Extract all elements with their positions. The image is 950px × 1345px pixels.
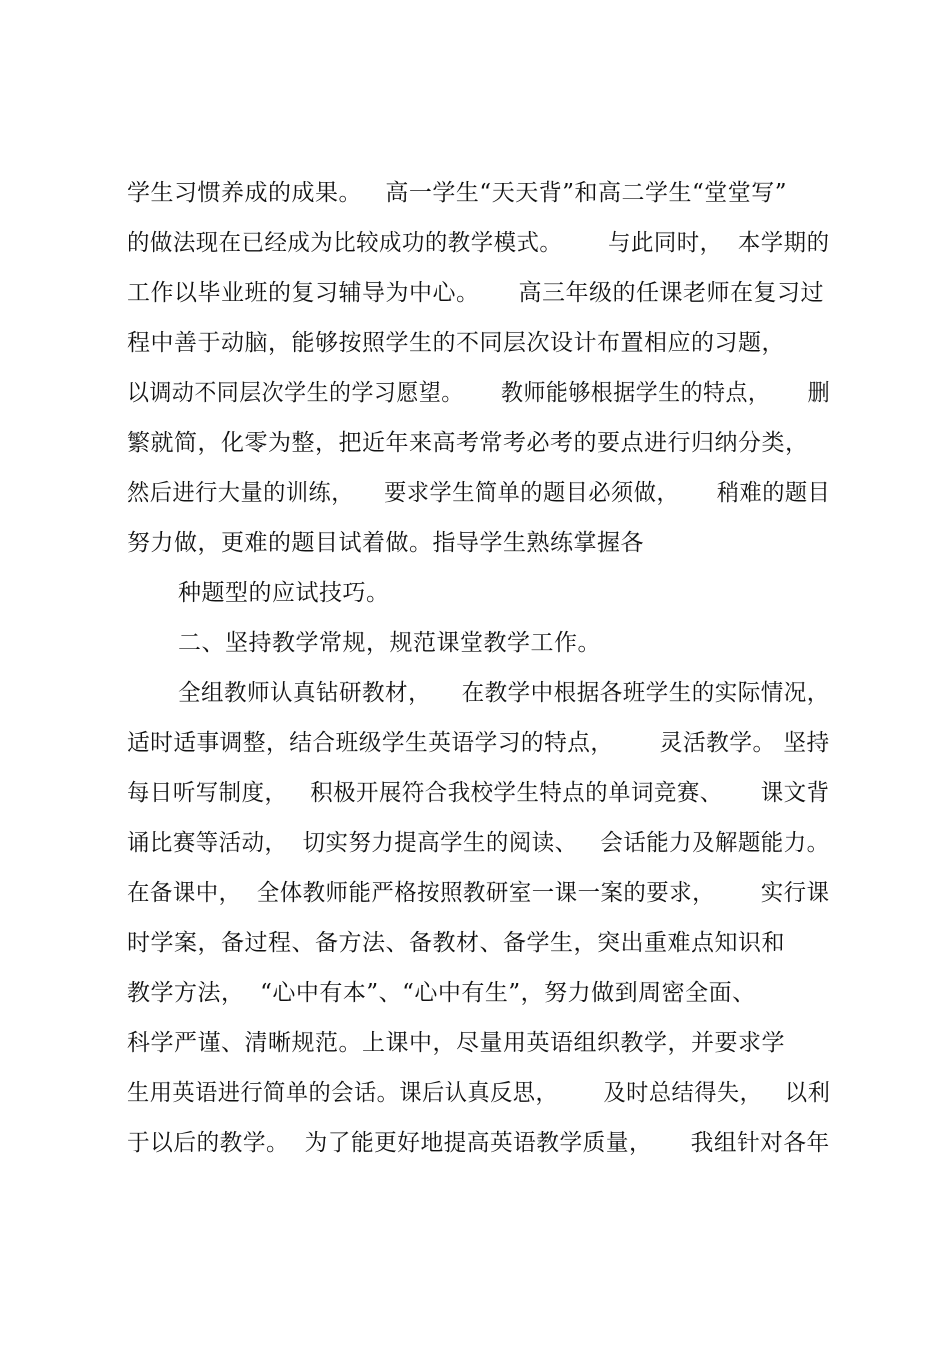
text-line-18: 科学严谨、清晰规范。上课中，尽量用英语组织教学，并要求学 xyxy=(127,1030,785,1056)
text-line-3: 工作以毕业班的复习辅导为中心。 高三年级的任课老师在复习过 xyxy=(127,280,825,306)
text-line-14: 诵比赛等活动， 切实努力提高学生的阅读、 会话能力及解题能力。 xyxy=(127,830,830,856)
text-line-20: 于以后的教学。 为了能更好地提高英语教学质量， 我组针对各年 xyxy=(127,1130,830,1156)
text-line-4: 程中善于动脑，能够按照学生的不同层次设计布置相应的习题， xyxy=(127,330,785,356)
text-line-12: 适时适事调整，结合班级学生英语学习的特点， 灵活教学。 坚持 xyxy=(127,730,830,756)
text-line-9: 种题型的应试技巧。 xyxy=(178,580,390,606)
text-line-17: 教学方法， “心中有本”、“心中有生”，努力做到周密全面、 xyxy=(127,980,756,1006)
text-line-15: 在备课中， 全体教师能严格按照教研室一课一案的要求， 实行课 xyxy=(127,880,830,906)
text-line-16: 时学案，备过程、备方法、备教材、备学生，突出重难点知识和 xyxy=(127,930,785,956)
text-line-1: 学生习惯养成的成果。 高一学生“天天背”和高二学生“堂堂写” xyxy=(127,180,787,206)
text-line-2: 的做法现在已经成为比较成功的教学模式。 与此同时， 本学期的 xyxy=(127,230,830,256)
text-line-13: 每日听写制度， 积极开展符合我校学生特点的单词竞赛、 课文背 xyxy=(127,780,830,806)
section-heading: 二、坚持教学常规，规范课堂教学工作。 xyxy=(178,630,601,656)
text-line-5: 以调动不同层次学生的学习愿望。 教师能够根据学生的特点， 删 xyxy=(127,380,831,406)
text-line-6: 繁就简，化零为整，把近年来高考常考必考的要点进行归纳分类， xyxy=(127,430,809,456)
text-line-8: 努力做，更难的题目试着做。指导学生熟练掌握各 xyxy=(127,530,644,556)
text-line-19: 生用英语进行简单的会话。课后认真反思， 及时总结得失， 以利 xyxy=(127,1080,831,1106)
text-line-11: 全组教师认真钻研教材， 在教学中根据各班学生的实际情况， xyxy=(178,680,830,706)
text-line-7: 然后进行大量的训练， 要求学生简单的题目必须做， 稍难的题目 xyxy=(127,480,831,506)
